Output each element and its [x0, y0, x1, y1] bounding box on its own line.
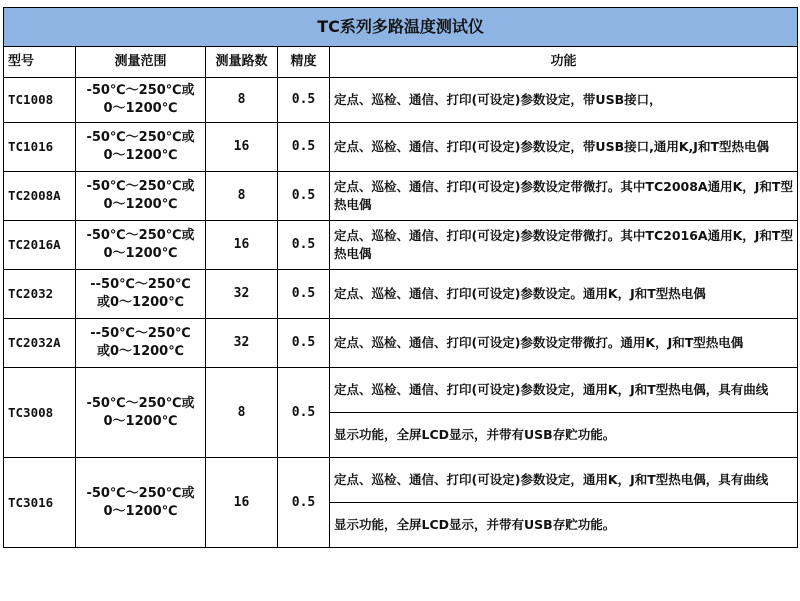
- function-cell: 定点、巡检、通信、打印(可设定)参数设定，通用K，J和T型热电偶，具有曲线: [330, 458, 798, 503]
- header-row: [4, 47, 798, 78]
- table-row: [4, 270, 798, 319]
- header-precision: 精度: [278, 47, 330, 78]
- table-row: [4, 78, 798, 123]
- model-cell: TC2016A: [4, 221, 76, 270]
- range-line: -50℃～250℃或: [86, 130, 195, 145]
- channels-cell: 16: [206, 458, 278, 548]
- precision-cell: 0.5: [278, 172, 330, 221]
- table-row: [4, 123, 798, 172]
- function-cell: 定点、巡检、通信、打印(可设定)参数设定带微打。其中TC2008A通用K，J和T型热电偶: [330, 172, 798, 221]
- function-cell: 定点、巡检、通信、打印(可设定)参数设定带微打。通用K，J和T型热电偶: [330, 319, 798, 368]
- precision-cell: 0.5: [278, 270, 330, 319]
- table-row: [4, 319, 798, 368]
- model-cell: TC1016: [4, 123, 76, 172]
- header-model: 型号: [4, 47, 76, 78]
- function-cell: 定点、巡检、通信、打印(可设定)参数设定。通用K，J和T型热电偶: [330, 270, 798, 319]
- table-row: [4, 172, 798, 221]
- table-row: [4, 221, 798, 270]
- precision-cell: 0.5: [278, 221, 330, 270]
- precision-cell: 0.5: [278, 458, 330, 548]
- range-cell: [76, 319, 206, 368]
- channels-cell: 16: [206, 221, 278, 270]
- range-line: 0～1200℃: [103, 197, 178, 212]
- range-line: 0～1200℃: [103, 101, 178, 116]
- model-cell: TC2032: [4, 270, 76, 319]
- range-line: -50℃～250℃或: [86, 395, 195, 411]
- model-cell: TC2008A: [4, 172, 76, 221]
- precision-cell: 0.5: [278, 368, 330, 458]
- model-cell: TC2032A: [4, 319, 76, 368]
- range-line: 或0～1200℃: [97, 344, 184, 359]
- range-cell: [76, 78, 206, 123]
- model-cell: TC1008: [4, 78, 76, 123]
- range-line: -50℃～250℃或: [86, 228, 195, 243]
- range-line: 0～1200℃: [103, 246, 178, 261]
- channels-cell: 8: [206, 368, 278, 458]
- range-line: 0～1200℃: [103, 413, 178, 429]
- range-line: 或0～1200℃: [97, 295, 184, 310]
- table-row: [4, 458, 798, 503]
- precision-cell: 0.5: [278, 319, 330, 368]
- range-cell: [76, 221, 206, 270]
- range-line: -50℃～250℃或: [86, 83, 195, 98]
- range-line: -50℃～250℃或: [86, 179, 195, 194]
- precision-cell: 0.5: [278, 78, 330, 123]
- table-row: [4, 368, 798, 413]
- channels-cell: 8: [206, 78, 278, 123]
- range-line: 0～1200℃: [103, 503, 178, 519]
- function-cell: 显示功能，全屏LCD显示，并带有USB存贮功能。: [330, 503, 798, 548]
- title-row: [4, 8, 798, 47]
- table-title: TC系列多路温度测试仪: [4, 8, 798, 47]
- channels-cell: 16: [206, 123, 278, 172]
- range-line: --50℃～250℃: [90, 277, 191, 292]
- range-cell: [76, 458, 206, 548]
- channels-cell: 32: [206, 270, 278, 319]
- function-cell: 定点、巡检、通信、打印(可设定)参数设定，通用K，J和T型热电偶，具有曲线: [330, 368, 798, 413]
- header-range: 测量范围: [76, 47, 206, 78]
- spec-table: [3, 7, 798, 548]
- function-cell: 定点、巡检、通信、打印(可设定)参数设定带微打。其中TC2016A通用K，J和T型热电偶: [330, 221, 798, 270]
- range-cell: [76, 270, 206, 319]
- range-line: --50℃～250℃: [90, 326, 191, 341]
- header-channels: 测量路数: [206, 47, 278, 78]
- model-cell: TC3008: [4, 368, 76, 458]
- channels-cell: 32: [206, 319, 278, 368]
- range-cell: [76, 368, 206, 458]
- function-cell: 定点、巡检、通信、打印(可设定)参数设定，带USB接口，: [330, 78, 798, 123]
- channels-cell: 8: [206, 172, 278, 221]
- range-line: -50℃～250℃或: [86, 485, 195, 501]
- header-function: 功能: [330, 47, 798, 78]
- range-cell: [76, 123, 206, 172]
- range-line: 0～1200℃: [103, 148, 178, 163]
- model-cell: TC3016: [4, 458, 76, 548]
- range-cell: [76, 172, 206, 221]
- spec-table-container: [3, 7, 797, 596]
- function-cell: 显示功能，全屏LCD显示，并带有USB存贮功能。: [330, 413, 798, 458]
- precision-cell: 0.5: [278, 123, 330, 172]
- function-cell: 定点、巡检、通信、打印(可设定)参数设定，带USB接口,通用K,J和T型热电偶: [330, 123, 798, 172]
